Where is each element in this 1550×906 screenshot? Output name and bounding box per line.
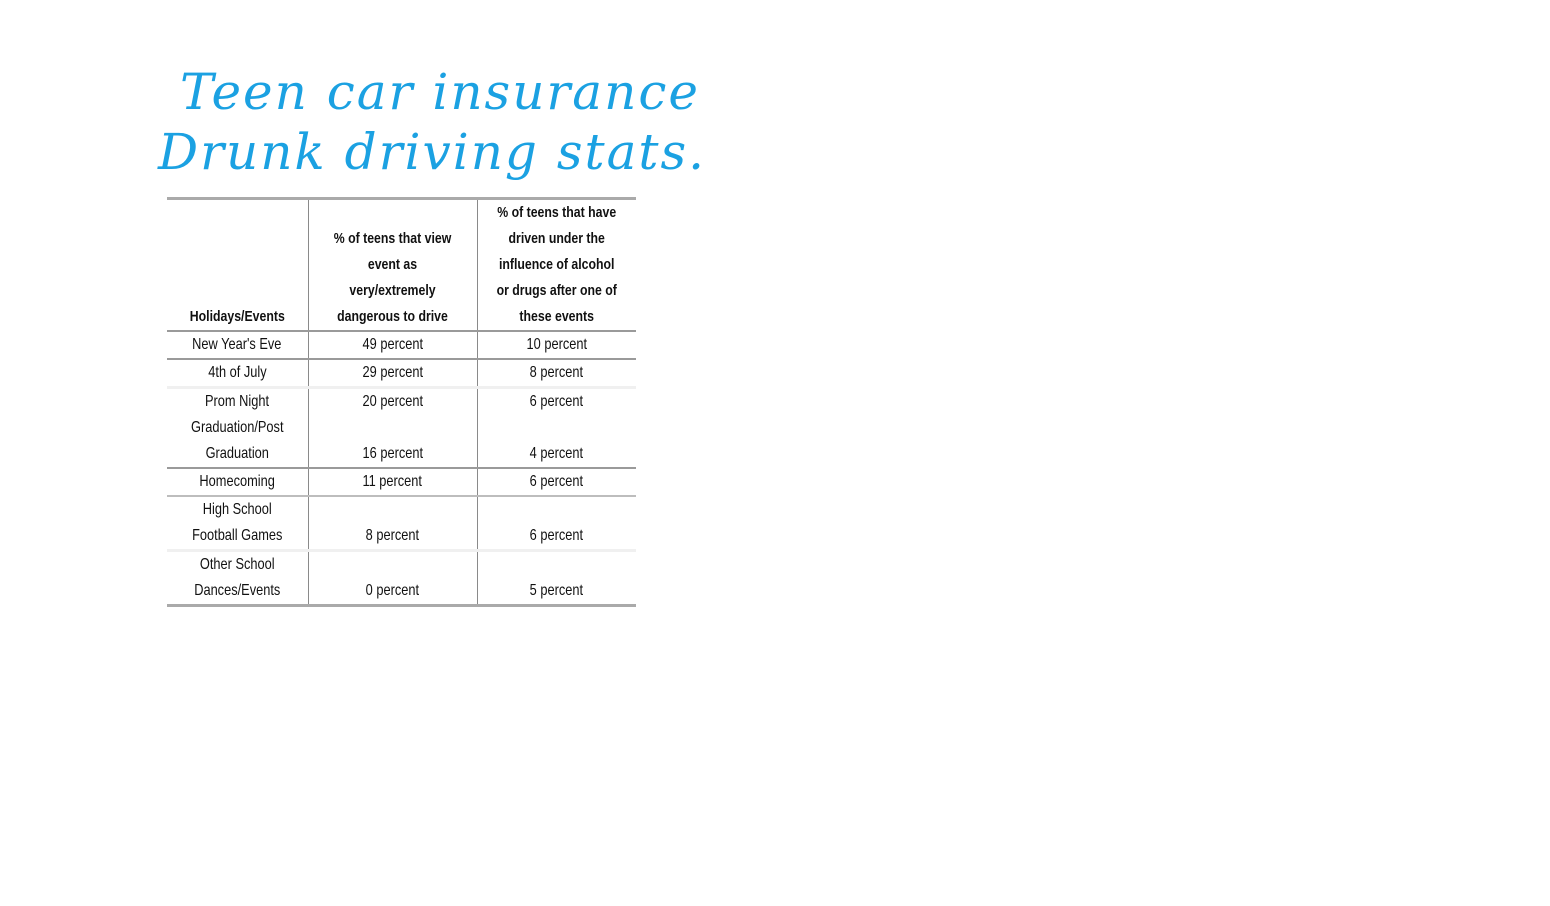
dangerous-cell	[308, 331, 477, 359]
event-cell	[167, 496, 308, 551]
event-label: Other School Dances/Events	[194, 556, 281, 599]
header-view-dangerous: % of teens that view event as very/extremely dangerous to drive	[323, 199, 462, 332]
dangerous-value: 20 percent	[362, 393, 423, 410]
dangerous-cell	[308, 551, 477, 606]
stats-table	[167, 197, 636, 607]
driven-value: 5 percent	[530, 582, 584, 599]
event-cell	[167, 331, 308, 359]
dangerous-cell	[308, 359, 477, 388]
dangerous-value: 0 percent	[365, 582, 420, 599]
driven-value: 6 percent	[530, 473, 584, 490]
page-title	[150, 62, 750, 182]
table-row	[167, 468, 636, 496]
driven-value: 8 percent	[530, 364, 584, 381]
event-cell	[167, 468, 308, 496]
driven-cell	[477, 551, 636, 606]
table-header-row	[167, 199, 636, 332]
dangerous-cell	[308, 388, 477, 469]
dangerous-cell	[308, 468, 477, 496]
dangerous-cell	[308, 496, 477, 551]
table-row	[167, 359, 636, 388]
title-line-2: Drunk driving stats.	[158, 123, 707, 181]
driven-value: 6 percent	[530, 527, 584, 544]
driven-cell	[477, 359, 636, 388]
driven-cell	[477, 468, 636, 496]
event-label: Homecoming	[199, 473, 275, 490]
header-driven-under-influence: % of teens that have driven under the influence of alcohol or drugs after one of these events	[491, 199, 621, 332]
event-label: New Year's Eve	[192, 336, 282, 353]
driven-cell	[477, 388, 636, 469]
table-row	[167, 331, 636, 359]
event-label: High School Football Games	[192, 501, 283, 544]
dangerous-value: 11 percent	[362, 473, 423, 490]
event-label: Prom Night	[205, 393, 270, 410]
dangerous-value: 49 percent	[362, 336, 423, 353]
header-holidays-events: Holidays/Events	[180, 199, 296, 332]
table-row	[167, 388, 636, 469]
event-label: 4th of July	[208, 364, 267, 381]
driven-value: 6 percent	[530, 393, 584, 410]
table-row	[167, 496, 636, 551]
driven-value: 4 percent	[530, 445, 584, 462]
event-cell	[167, 359, 308, 388]
event-label: Graduation/Post Graduation	[191, 419, 284, 462]
table-row	[167, 551, 636, 606]
dangerous-value: 29 percent	[362, 364, 423, 381]
title-line-1: Teen car insurance	[180, 63, 700, 121]
event-cell	[167, 388, 308, 469]
dangerous-value: 8 percent	[365, 527, 420, 544]
driven-cell	[477, 331, 636, 359]
event-cell	[167, 551, 308, 606]
driven-cell	[477, 496, 636, 551]
driven-value: 10 percent	[526, 336, 587, 353]
dangerous-value: 16 percent	[362, 445, 423, 462]
